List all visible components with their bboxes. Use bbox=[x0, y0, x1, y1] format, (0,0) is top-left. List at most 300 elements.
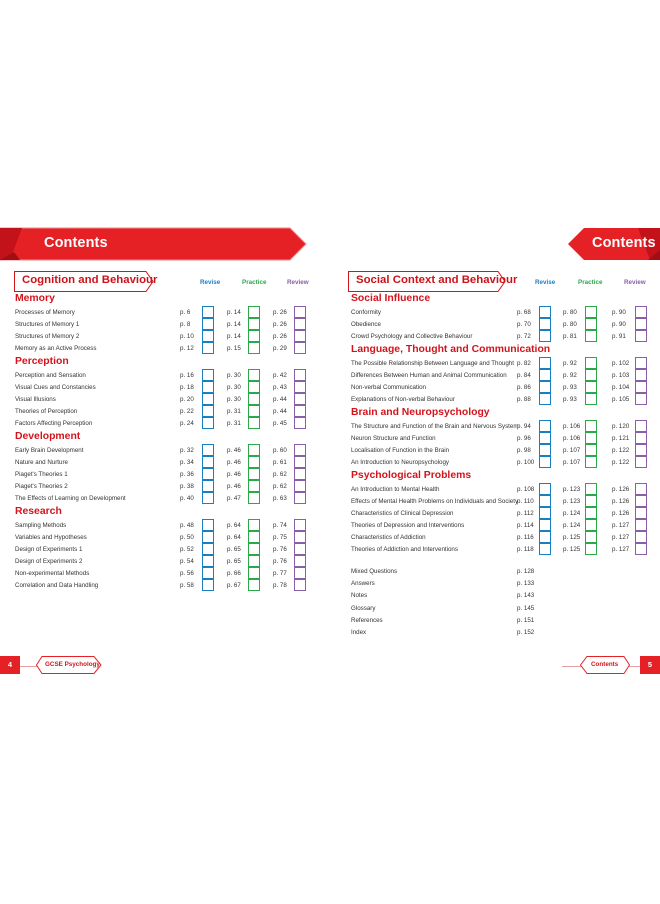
practice-checkbox[interactable] bbox=[248, 567, 260, 579]
col-head-revise: Revise bbox=[200, 279, 221, 286]
review-page-ref: p. 62 bbox=[273, 483, 287, 490]
practice-page-ref: p. 47 bbox=[227, 495, 241, 502]
section-header-cognition bbox=[14, 271, 158, 292]
practice-checkbox[interactable] bbox=[248, 342, 260, 354]
topic-label: Differences Between Human and Animal Communication bbox=[351, 372, 507, 379]
review-page-ref: p. 103 bbox=[612, 372, 630, 379]
revise-page-ref: p. 108 bbox=[517, 486, 535, 493]
revise-checkbox[interactable] bbox=[539, 495, 551, 507]
topic-label: Localisation of Function in the Brain bbox=[351, 447, 450, 454]
practice-page-ref: p. 125 bbox=[563, 534, 581, 541]
review-checkbox[interactable] bbox=[635, 456, 647, 468]
contents-row bbox=[351, 543, 655, 555]
practice-checkbox[interactable] bbox=[585, 330, 597, 342]
practice-page-ref: p. 30 bbox=[227, 372, 241, 379]
topic-label: Characteristics of Addiction bbox=[351, 534, 426, 541]
review-page-ref: p. 76 bbox=[273, 546, 287, 553]
review-page-ref: p. 127 bbox=[612, 534, 630, 541]
topic-label: Neuron Structure and Function bbox=[351, 435, 436, 442]
revise-page-ref: p. 94 bbox=[517, 423, 531, 430]
revise-checkbox[interactable] bbox=[202, 405, 214, 417]
review-page-ref: p. 102 bbox=[612, 360, 630, 367]
topic-label: An Introduction to Mental Health bbox=[351, 486, 440, 493]
revise-page-ref: p. 16 bbox=[180, 372, 194, 379]
practice-checkbox[interactable] bbox=[585, 456, 597, 468]
practice-checkbox[interactable] bbox=[585, 420, 597, 432]
contents-row bbox=[351, 393, 655, 405]
practice-page-ref: p. 31 bbox=[227, 408, 241, 415]
topic-label: Processes of Memory bbox=[15, 309, 75, 316]
review-page-ref: p. 61 bbox=[273, 459, 287, 466]
practice-checkbox[interactable] bbox=[248, 456, 260, 468]
footer-section-tag bbox=[580, 656, 630, 674]
contents-row bbox=[351, 495, 655, 507]
practice-checkbox[interactable] bbox=[585, 432, 597, 444]
review-checkbox[interactable] bbox=[294, 531, 306, 543]
contents-row bbox=[15, 567, 315, 579]
topic-label: Theories of Depression and Interventions bbox=[351, 522, 465, 529]
revise-checkbox[interactable] bbox=[202, 381, 214, 393]
revise-page-ref: p. 50 bbox=[180, 534, 194, 541]
practice-page-ref: p. 123 bbox=[563, 486, 581, 493]
review-page-ref: p. 60 bbox=[273, 447, 287, 454]
review-checkbox[interactable] bbox=[294, 417, 306, 429]
practice-checkbox[interactable] bbox=[248, 555, 260, 567]
misc-label: Index bbox=[351, 629, 367, 636]
topic-label: Theories of Perception bbox=[15, 408, 78, 415]
revise-checkbox[interactable] bbox=[539, 432, 551, 444]
topic-label: Factors Affecting Perception bbox=[15, 420, 93, 427]
practice-page-ref: p. 46 bbox=[227, 483, 241, 490]
review-page-ref: p. 127 bbox=[612, 546, 630, 553]
review-checkbox[interactable] bbox=[294, 567, 306, 579]
review-page-ref: p. 126 bbox=[612, 498, 630, 505]
revise-checkbox[interactable] bbox=[202, 330, 214, 342]
practice-checkbox[interactable] bbox=[248, 405, 260, 417]
practice-checkbox[interactable] bbox=[585, 531, 597, 543]
revise-page-ref: p. 110 bbox=[517, 498, 534, 505]
revise-page-ref: p. 36 bbox=[180, 471, 194, 478]
contents-row bbox=[351, 381, 655, 393]
contents-row bbox=[351, 456, 655, 468]
revise-page-ref: p. 38 bbox=[180, 483, 194, 490]
group-title: Social Influence bbox=[351, 293, 431, 304]
practice-checkbox[interactable] bbox=[585, 495, 597, 507]
revise-checkbox[interactable] bbox=[202, 567, 214, 579]
practice-checkbox[interactable] bbox=[585, 483, 597, 495]
topic-label: Memory as an Active Process bbox=[15, 345, 97, 352]
review-page-ref: p. 120 bbox=[612, 423, 630, 430]
contents-row bbox=[351, 483, 655, 495]
practice-page-ref: p. 80 bbox=[563, 309, 577, 316]
contents-row bbox=[15, 555, 315, 567]
topic-label: Nature and Nurture bbox=[15, 459, 68, 466]
practice-checkbox[interactable] bbox=[248, 318, 260, 330]
review-checkbox[interactable] bbox=[294, 480, 306, 492]
misc-label: Answers bbox=[351, 580, 375, 588]
topic-label: Theories of Addiction and Interventions bbox=[351, 546, 458, 553]
practice-page-ref: p. 125 bbox=[563, 546, 581, 553]
practice-page-ref: p. 14 bbox=[227, 333, 241, 340]
revise-checkbox[interactable] bbox=[202, 579, 214, 591]
practice-checkbox[interactable] bbox=[585, 507, 597, 519]
revise-checkbox[interactable] bbox=[539, 369, 551, 381]
review-page-ref: p. 105 bbox=[612, 396, 630, 403]
practice-checkbox[interactable] bbox=[248, 543, 260, 555]
contents-row bbox=[351, 507, 655, 519]
contents-row bbox=[15, 519, 315, 531]
contents-row bbox=[15, 306, 315, 318]
review-checkbox[interactable] bbox=[294, 444, 306, 456]
col-head-review: Review bbox=[624, 279, 646, 286]
review-page-ref: p. 90 bbox=[612, 309, 626, 316]
misc-page-ref: p. 145 bbox=[517, 604, 535, 612]
review-page-ref: p. 76 bbox=[273, 558, 287, 565]
contents-row bbox=[15, 492, 315, 504]
practice-checkbox[interactable] bbox=[248, 306, 260, 318]
contents-row bbox=[15, 393, 315, 405]
revise-page-ref: p. 40 bbox=[180, 495, 194, 502]
review-page-ref: p. 45 bbox=[273, 420, 287, 427]
review-page-ref: p. 126 bbox=[612, 486, 630, 493]
misc-item bbox=[351, 602, 561, 614]
revise-page-ref: p. 70 bbox=[517, 321, 531, 328]
practice-page-ref: p. 107 bbox=[563, 447, 581, 454]
review-page-ref: p. 26 bbox=[273, 321, 287, 328]
revise-page-ref: p. 114 bbox=[517, 522, 534, 529]
col-head-practice: Practice bbox=[578, 279, 603, 286]
practice-page-ref: p. 67 bbox=[227, 582, 241, 589]
review-checkbox[interactable] bbox=[294, 456, 306, 468]
group-title: Psychological Problems bbox=[351, 470, 472, 481]
revise-checkbox[interactable] bbox=[539, 531, 551, 543]
review-checkbox[interactable] bbox=[635, 543, 647, 555]
review-checkbox[interactable] bbox=[635, 420, 647, 432]
topic-label: The Effects of Learning on Development bbox=[15, 495, 126, 502]
revise-checkbox[interactable] bbox=[539, 507, 551, 519]
review-checkbox[interactable] bbox=[294, 519, 306, 531]
revise-checkbox[interactable] bbox=[539, 381, 551, 393]
practice-page-ref: p. 31 bbox=[227, 420, 241, 427]
review-checkbox[interactable] bbox=[635, 393, 647, 405]
banner-title: Contents bbox=[44, 235, 108, 251]
revise-checkbox[interactable] bbox=[539, 483, 551, 495]
revise-page-ref: p. 96 bbox=[517, 435, 531, 442]
revise-page-ref: p. 68 bbox=[517, 309, 531, 316]
banner-title: Contents bbox=[592, 235, 656, 251]
revise-checkbox[interactable] bbox=[539, 519, 551, 531]
section-title: Social Context and Behaviour bbox=[356, 274, 518, 286]
topic-label: Visual Illusions bbox=[15, 396, 56, 403]
revise-checkbox[interactable] bbox=[202, 555, 214, 567]
practice-checkbox[interactable] bbox=[248, 417, 260, 429]
misc-page-ref: p. 143 bbox=[517, 592, 535, 600]
review-checkbox[interactable] bbox=[635, 519, 647, 531]
right-page bbox=[330, 0, 660, 904]
revise-page-ref: p. 116 bbox=[517, 534, 534, 541]
contents-row bbox=[15, 543, 315, 555]
revise-page-ref: p. 8 bbox=[180, 321, 191, 328]
contents-row bbox=[15, 468, 315, 480]
topic-label: Sampling Methods bbox=[15, 522, 67, 529]
contents-row bbox=[351, 444, 655, 456]
practice-checkbox[interactable] bbox=[585, 369, 597, 381]
review-page-ref: p. 104 bbox=[612, 384, 630, 391]
review-checkbox[interactable] bbox=[294, 306, 306, 318]
review-page-ref: p. 126 bbox=[612, 510, 630, 517]
review-checkbox[interactable] bbox=[294, 468, 306, 480]
revise-checkbox[interactable] bbox=[202, 342, 214, 354]
misc-label: Mixed Questions bbox=[351, 568, 398, 575]
practice-page-ref: p. 15 bbox=[227, 345, 241, 352]
topic-label: Structures of Memory 2 bbox=[15, 333, 80, 340]
contents-row bbox=[15, 531, 315, 543]
misc-page-ref: p. 151 bbox=[517, 616, 535, 624]
revise-checkbox[interactable] bbox=[202, 306, 214, 318]
revise-checkbox[interactable] bbox=[202, 468, 214, 480]
revise-page-ref: p. 22 bbox=[180, 408, 194, 415]
review-page-ref: p. 75 bbox=[273, 534, 287, 541]
misc-item bbox=[351, 565, 561, 577]
group-title: Brain and Neuropsychology bbox=[351, 407, 490, 418]
review-checkbox[interactable] bbox=[294, 492, 306, 504]
practice-checkbox[interactable] bbox=[248, 519, 260, 531]
revise-page-ref: p. 32 bbox=[180, 447, 194, 454]
review-page-ref: p. 90 bbox=[612, 321, 626, 328]
revise-checkbox[interactable] bbox=[539, 543, 551, 555]
topic-label: Perception and Sensation bbox=[15, 372, 86, 379]
revise-page-ref: p. 48 bbox=[180, 522, 194, 529]
practice-checkbox[interactable] bbox=[585, 306, 597, 318]
revise-page-ref: p. 52 bbox=[180, 546, 194, 553]
practice-checkbox[interactable] bbox=[248, 369, 260, 381]
revise-checkbox[interactable] bbox=[202, 531, 214, 543]
practice-page-ref: p. 107 bbox=[563, 459, 581, 466]
review-page-ref: p. 29 bbox=[273, 345, 287, 352]
practice-page-ref: p. 14 bbox=[227, 309, 241, 316]
revise-checkbox[interactable] bbox=[539, 306, 551, 318]
review-checkbox[interactable] bbox=[635, 381, 647, 393]
review-checkbox[interactable] bbox=[635, 507, 647, 519]
revise-page-ref: p. 100 bbox=[517, 459, 535, 466]
practice-checkbox[interactable] bbox=[248, 468, 260, 480]
contents-row bbox=[351, 420, 655, 432]
revise-checkbox[interactable] bbox=[202, 456, 214, 468]
contents-row bbox=[15, 444, 315, 456]
review-checkbox[interactable] bbox=[294, 555, 306, 567]
revise-checkbox[interactable] bbox=[539, 456, 551, 468]
practice-page-ref: p. 30 bbox=[227, 384, 241, 391]
practice-checkbox[interactable] bbox=[585, 519, 597, 531]
practice-page-ref: p. 46 bbox=[227, 459, 241, 466]
revise-page-ref: p. 112 bbox=[517, 510, 534, 517]
revise-checkbox[interactable] bbox=[539, 357, 551, 369]
topic-label: Effects of Mental Health Problems on Individuals and Society bbox=[351, 498, 519, 505]
misc-page-ref: p. 152 bbox=[517, 629, 535, 636]
topic-label: Piaget's Theories 1 bbox=[15, 471, 68, 478]
col-head-practice: Practice bbox=[242, 279, 267, 286]
review-checkbox[interactable] bbox=[635, 306, 647, 318]
practice-page-ref: p. 92 bbox=[563, 372, 577, 379]
contents-row bbox=[351, 318, 655, 330]
revise-checkbox[interactable] bbox=[202, 318, 214, 330]
contents-row bbox=[351, 432, 655, 444]
topic-label: The Structure and Function of the Brain and Nervous System bbox=[351, 423, 519, 430]
practice-checkbox[interactable] bbox=[248, 492, 260, 504]
practice-checkbox[interactable] bbox=[248, 579, 260, 591]
review-page-ref: p. 43 bbox=[273, 384, 287, 391]
review-checkbox[interactable] bbox=[294, 579, 306, 591]
contents-row bbox=[15, 369, 315, 381]
review-checkbox[interactable] bbox=[635, 432, 647, 444]
revise-page-ref: p. 54 bbox=[180, 558, 194, 565]
topic-label: Design of Experiments 2 bbox=[15, 558, 83, 565]
misc-page-ref: p. 133 bbox=[517, 580, 535, 588]
revise-checkbox[interactable] bbox=[202, 393, 214, 405]
revise-page-ref: p. 84 bbox=[517, 372, 531, 379]
revise-checkbox[interactable] bbox=[202, 480, 214, 492]
review-page-ref: p. 121 bbox=[612, 435, 630, 442]
practice-checkbox[interactable] bbox=[585, 381, 597, 393]
review-checkbox[interactable] bbox=[635, 318, 647, 330]
review-checkbox[interactable] bbox=[635, 369, 647, 381]
revise-page-ref: p. 86 bbox=[517, 384, 531, 391]
topic-label: Visual Cues and Constancies bbox=[15, 384, 96, 391]
review-checkbox[interactable] bbox=[294, 543, 306, 555]
review-checkbox[interactable] bbox=[294, 381, 306, 393]
revise-checkbox[interactable] bbox=[539, 330, 551, 342]
footer-section-label: Contents bbox=[591, 661, 619, 668]
review-checkbox[interactable] bbox=[635, 357, 647, 369]
topic-label: Non-experimental Methods bbox=[15, 570, 90, 577]
revise-checkbox[interactable] bbox=[202, 543, 214, 555]
review-checkbox[interactable] bbox=[294, 393, 306, 405]
practice-page-ref: p. 14 bbox=[227, 321, 241, 328]
topic-label: Design of Experiments 1 bbox=[15, 546, 83, 553]
review-checkbox[interactable] bbox=[294, 369, 306, 381]
topic-label: Structures of Memory 1 bbox=[15, 321, 80, 328]
contents-row bbox=[15, 381, 315, 393]
practice-checkbox[interactable] bbox=[248, 393, 260, 405]
review-checkbox[interactable] bbox=[635, 531, 647, 543]
contents-banner-left bbox=[0, 226, 308, 262]
revise-page-ref: p. 82 bbox=[517, 360, 531, 367]
revise-page-ref: p. 10 bbox=[180, 333, 194, 340]
practice-checkbox[interactable] bbox=[248, 531, 260, 543]
contents-row bbox=[351, 369, 655, 381]
review-page-ref: p. 44 bbox=[273, 408, 287, 415]
topic-label: The Possible Relationship Between Language and Thought bbox=[351, 360, 514, 367]
practice-page-ref: p. 46 bbox=[227, 447, 241, 454]
contents-row bbox=[15, 330, 315, 342]
review-page-ref: p. 122 bbox=[612, 447, 630, 454]
revise-checkbox[interactable] bbox=[539, 444, 551, 456]
review-checkbox[interactable] bbox=[294, 405, 306, 417]
topic-label: Non-verbal Communication bbox=[351, 384, 426, 391]
revise-page-ref: p. 18 bbox=[180, 384, 194, 391]
revise-page-ref: p. 34 bbox=[180, 459, 194, 466]
revise-checkbox[interactable] bbox=[539, 420, 551, 432]
misc-label: Glossary bbox=[351, 604, 376, 612]
practice-page-ref: p. 92 bbox=[563, 360, 577, 367]
review-checkbox[interactable] bbox=[294, 318, 306, 330]
review-checkbox[interactable] bbox=[635, 444, 647, 456]
contents-row bbox=[351, 357, 655, 369]
review-checkbox[interactable] bbox=[635, 330, 647, 342]
practice-checkbox[interactable] bbox=[585, 393, 597, 405]
revise-checkbox[interactable] bbox=[202, 519, 214, 531]
revise-page-ref: p. 6 bbox=[180, 309, 191, 316]
practice-checkbox[interactable] bbox=[248, 330, 260, 342]
contents-banner-right bbox=[568, 226, 660, 262]
practice-checkbox[interactable] bbox=[585, 444, 597, 456]
misc-item bbox=[351, 577, 561, 589]
topic-label: Early Brain Development bbox=[15, 447, 84, 454]
revise-checkbox[interactable] bbox=[539, 393, 551, 405]
contents-row bbox=[15, 405, 315, 417]
review-page-ref: p. 44 bbox=[273, 396, 287, 403]
review-checkbox[interactable] bbox=[294, 342, 306, 354]
practice-page-ref: p. 80 bbox=[563, 321, 577, 328]
contents-row bbox=[351, 306, 655, 318]
practice-page-ref: p. 124 bbox=[563, 522, 581, 529]
practice-checkbox[interactable] bbox=[585, 318, 597, 330]
section-title: Cognition and Behaviour bbox=[22, 274, 158, 286]
practice-checkbox[interactable] bbox=[585, 543, 597, 555]
practice-checkbox[interactable] bbox=[248, 480, 260, 492]
review-page-ref: p. 63 bbox=[273, 495, 287, 502]
topic-label: Characteristics of Clinical Depression bbox=[351, 510, 454, 517]
review-page-ref: p. 26 bbox=[273, 309, 287, 316]
review-page-ref: p. 26 bbox=[273, 333, 287, 340]
review-checkbox[interactable] bbox=[635, 495, 647, 507]
contents-row bbox=[15, 579, 315, 591]
practice-page-ref: p. 106 bbox=[563, 423, 581, 430]
review-page-ref: p. 91 bbox=[612, 333, 626, 340]
revise-checkbox[interactable] bbox=[202, 444, 214, 456]
review-page-ref: p. 127 bbox=[612, 522, 630, 529]
review-checkbox[interactable] bbox=[635, 483, 647, 495]
revise-page-ref: p. 72 bbox=[517, 333, 531, 340]
revise-checkbox[interactable] bbox=[202, 369, 214, 381]
revise-checkbox[interactable] bbox=[539, 318, 551, 330]
practice-checkbox[interactable] bbox=[248, 444, 260, 456]
revise-checkbox[interactable] bbox=[202, 492, 214, 504]
practice-checkbox[interactable] bbox=[248, 381, 260, 393]
page-number-badge bbox=[0, 656, 20, 674]
review-page-ref: p. 78 bbox=[273, 582, 287, 589]
misc-label: References bbox=[351, 616, 383, 624]
page-number: 5 bbox=[647, 660, 653, 669]
contents-row bbox=[15, 342, 315, 354]
review-checkbox[interactable] bbox=[294, 330, 306, 342]
page-number: 4 bbox=[7, 660, 13, 669]
page-number-badge bbox=[640, 656, 660, 674]
topic-label: Explanations of Non-verbal Behaviour bbox=[351, 396, 455, 403]
practice-checkbox[interactable] bbox=[585, 357, 597, 369]
revise-checkbox[interactable] bbox=[202, 417, 214, 429]
footer-book-tag bbox=[36, 656, 102, 674]
contents-row bbox=[351, 330, 655, 342]
contents-row bbox=[15, 318, 315, 330]
review-page-ref: p. 77 bbox=[273, 570, 287, 577]
review-page-ref: p. 74 bbox=[273, 522, 287, 529]
revise-page-ref: p. 20 bbox=[180, 396, 194, 403]
practice-page-ref: p. 124 bbox=[563, 510, 581, 517]
practice-page-ref: p. 123 bbox=[563, 498, 581, 505]
practice-page-ref: p. 81 bbox=[563, 333, 577, 340]
contents-row bbox=[351, 519, 655, 531]
